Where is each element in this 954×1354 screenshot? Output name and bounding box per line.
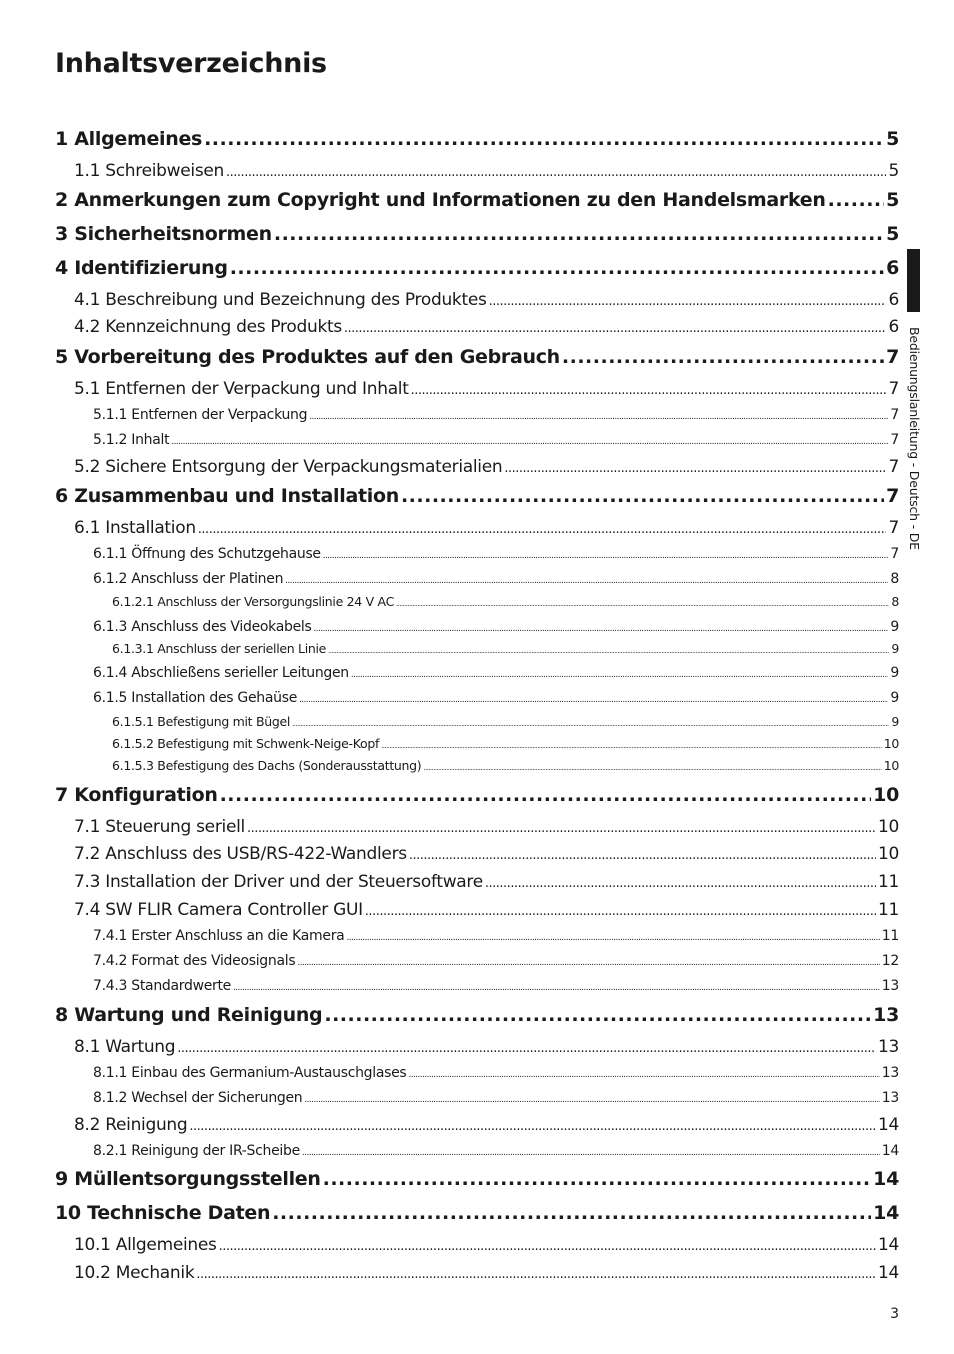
toc-entry-page: 10 xyxy=(873,784,899,806)
toc-entry[interactable] xyxy=(74,1265,899,1282)
toc-entry-title: 3 Sicherheitsnormen xyxy=(55,223,272,245)
toc-entry-title: 7.1 Steuerung seriell xyxy=(74,817,245,837)
toc-entry-title: 6.1.5 Installation des Gehaüse xyxy=(93,690,298,706)
toc-leader-dots xyxy=(189,1120,876,1133)
side-language-label: Bedienungslanleitung - Deutsch - DE xyxy=(907,327,922,550)
toc-entry[interactable] xyxy=(55,487,899,506)
toc-entry-page: 13 xyxy=(881,1065,899,1081)
side-tab-marker xyxy=(907,249,920,312)
toc-leader-dots xyxy=(401,487,884,506)
toc-entry[interactable] xyxy=(55,225,899,244)
toc-entry-page: 9 xyxy=(890,619,899,635)
toc-entry-page: 7 xyxy=(890,546,899,562)
toc-leader-dots xyxy=(309,413,888,422)
toc-entry[interactable] xyxy=(112,760,899,773)
toc-entry[interactable] xyxy=(74,846,899,863)
toc-leader-dots xyxy=(562,348,884,367)
toc-entry-title: 10 Technische Daten xyxy=(55,1202,271,1224)
toc-entry-title: 5.1 Entfernen der Verpackung und Inhalt xyxy=(74,379,409,399)
toc-entry-title: 7.3 Installation der Driver und der Steuersoftware xyxy=(74,872,483,892)
toc-leader-dots xyxy=(292,721,889,728)
toc-entry-page: 14 xyxy=(881,1143,899,1159)
toc-entry[interactable] xyxy=(55,191,899,210)
toc-entry-page: 13 xyxy=(877,1037,899,1057)
toc-entry[interactable] xyxy=(74,319,899,336)
toc-entry[interactable] xyxy=(93,1066,899,1080)
toc-entry-page: 7 xyxy=(888,518,899,538)
toc-leader-dots xyxy=(485,877,876,890)
toc-leader-dots xyxy=(504,462,886,475)
toc-entry-title: 8.2.1 Reinigung der IR-Scheibe xyxy=(93,1143,300,1159)
toc-entry[interactable] xyxy=(55,348,899,367)
toc-entry-title: 5.1.1 Entfernen der Verpackung xyxy=(93,407,308,423)
toc-entry-page: 9 xyxy=(890,690,899,706)
toc-entry[interactable] xyxy=(93,929,899,943)
toc-leader-dots xyxy=(304,1096,879,1105)
toc-entry[interactable] xyxy=(93,1091,899,1105)
toc-entry-title: 7.2 Anschluss des USB/RS-422-Wandlers xyxy=(74,844,407,864)
toc-entry-title: 6.1.5.2 Befestigung mit Schwenk-Neige-Kopf xyxy=(112,736,380,751)
toc-leader-dots xyxy=(299,696,888,705)
toc-entry-page: 11 xyxy=(881,928,899,944)
toc-leader-dots xyxy=(381,743,882,750)
toc-entry-page: 9 xyxy=(891,714,899,729)
toc-leader-dots xyxy=(323,552,889,561)
toc-entry[interactable] xyxy=(93,408,899,422)
toc-entry-title: 6.1.4 Abschließens serieller Leitungen xyxy=(93,665,349,681)
toc-entry-page: 11 xyxy=(877,900,899,920)
toc-entry[interactable] xyxy=(93,1144,899,1158)
toc-entry-page: 13 xyxy=(873,1004,899,1026)
toc-leader-dots xyxy=(313,625,888,634)
toc-entry-title: 7.4 SW FLIR Camera Controller GUI xyxy=(74,900,363,920)
toc-entry-title: 9 Müllentsorgungsstellen xyxy=(55,1168,321,1190)
toc-leader-dots xyxy=(302,1149,880,1158)
toc-entry[interactable] xyxy=(55,259,899,278)
toc-entry-title: 8 Wartung und Reinigung xyxy=(55,1004,323,1026)
toc-entry[interactable] xyxy=(74,292,899,309)
toc-entry-page: 6 xyxy=(888,317,899,337)
toc-entry-page: 6 xyxy=(888,290,899,310)
toc-entry-title: 6.1.5.1 Befestigung mit Bügel xyxy=(112,714,291,729)
toc-entry-title: 7 Konfiguration xyxy=(55,784,218,806)
toc-leader-dots xyxy=(233,984,880,993)
toc-entry-title: 7.4.2 Format des Videosignals xyxy=(93,953,296,969)
toc-entry[interactable] xyxy=(74,1117,899,1134)
toc-entry-page: 10 xyxy=(883,736,899,751)
toc-entry-page: 12 xyxy=(881,953,899,969)
toc-leader-dots xyxy=(219,1240,876,1253)
toc-entry[interactable] xyxy=(112,738,899,751)
toc-entry-page: 5 xyxy=(886,189,899,211)
toc-leader-dots xyxy=(328,648,889,655)
toc-entry-page: 7 xyxy=(886,346,899,368)
toc-entry[interactable] xyxy=(93,954,899,968)
toc-leader-dots xyxy=(351,671,889,680)
toc-entry[interactable] xyxy=(74,520,899,537)
toc-entry-page: 14 xyxy=(873,1202,899,1224)
toc-entry[interactable] xyxy=(93,547,899,561)
toc-entry[interactable] xyxy=(55,1204,899,1223)
toc-leader-dots xyxy=(204,130,884,149)
toc-entry-title: 7.4.1 Erster Anschluss an die Kamera xyxy=(93,928,345,944)
toc-entry-page: 6 xyxy=(886,257,899,279)
toc-entry[interactable] xyxy=(93,433,899,447)
toc-entry-page: 10 xyxy=(883,758,899,773)
toc-entry[interactable] xyxy=(74,163,899,180)
toc-entry-title: 6.1.3.1 Anschluss der seriellen Linie xyxy=(112,641,327,656)
toc-leader-dots xyxy=(323,1170,872,1189)
toc-entry-title: 4 Identifizierung xyxy=(55,257,228,279)
toc-entry[interactable] xyxy=(74,459,899,476)
toc-leader-dots xyxy=(285,577,888,586)
toc-entry-title: 6.1.5.3 Befestigung des Dachs (Sonderausstattung) xyxy=(112,758,422,773)
toc-entry-page: 14 xyxy=(877,1235,899,1255)
toc-leader-dots xyxy=(220,786,872,805)
toc-leader-dots xyxy=(272,1204,871,1223)
toc-leader-dots xyxy=(423,765,881,772)
toc-entry-title: 8.2 Reinigung xyxy=(74,1115,188,1135)
toc-leader-dots xyxy=(409,849,876,862)
toc-entry-page: 13 xyxy=(881,1090,899,1106)
toc-entry-page: 5 xyxy=(886,128,899,150)
toc-entry-title: 10.2 Mechanik xyxy=(74,1263,195,1283)
toc-entry-page: 5 xyxy=(886,223,899,245)
toc-entry-page: 7 xyxy=(888,457,899,477)
toc-entry-title: 4.1 Beschreibung und Bezeichnung des Produktes xyxy=(74,290,487,310)
toc-entry[interactable] xyxy=(74,902,899,919)
toc-entry-page: 8 xyxy=(891,594,899,609)
toc-leader-dots xyxy=(346,934,879,943)
toc-entry-page: 10 xyxy=(877,844,899,864)
toc-entry-page: 7 xyxy=(886,485,899,507)
toc-leader-dots xyxy=(297,959,879,968)
toc-entry-title: 1.1 Schreibweisen xyxy=(74,161,225,181)
toc-entry[interactable] xyxy=(112,596,899,609)
toc-entry[interactable] xyxy=(74,874,899,891)
toc-leader-dots xyxy=(396,601,889,608)
toc-leader-dots xyxy=(489,295,887,308)
toc-entry-page: 13 xyxy=(881,978,899,994)
toc-leader-dots xyxy=(365,905,876,918)
toc-entry[interactable] xyxy=(93,666,899,680)
toc-leader-dots xyxy=(177,1042,876,1055)
toc-entry-title: 6.1.3 Anschluss des Videokabels xyxy=(93,619,312,635)
toc-entry-title: 10.1 Allgemeines xyxy=(74,1235,217,1255)
toc-entry-title: 2 Anmerkungen zum Copyright und Informationen zu den Handelsmarken xyxy=(55,189,826,211)
toc-entry-title: 1 Allgemeines xyxy=(55,128,203,150)
toc-entry-page: 8 xyxy=(890,571,899,587)
toc-leader-dots xyxy=(324,1006,871,1025)
toc-leader-dots xyxy=(226,166,886,179)
toc-leader-dots xyxy=(196,1268,876,1281)
toc-entry[interactable] xyxy=(55,130,899,149)
toc-entry-title: 5.1.2 Inhalt xyxy=(93,432,170,448)
toc-entry-page: 7 xyxy=(890,407,899,423)
toc-leader-dots xyxy=(274,225,884,244)
toc-entry-page: 9 xyxy=(890,665,899,681)
toc-entry-title: 8.1 Wartung xyxy=(74,1037,176,1057)
toc-entry[interactable] xyxy=(74,381,899,398)
toc-entry-page: 14 xyxy=(873,1168,899,1190)
toc-entry[interactable] xyxy=(74,819,899,836)
toc-entry-title: 7.4.3 Standardwerte xyxy=(93,978,231,994)
toc-entry-page: 7 xyxy=(890,432,899,448)
toc-entry-title: 6.1.2.1 Anschluss der Versorgungslinie 24 V AC xyxy=(112,594,395,609)
toc-entry-title: 5.2 Sichere Entsorgung der Verpackungsmaterialien xyxy=(74,457,503,477)
toc-entry-page: 14 xyxy=(877,1263,899,1283)
toc-entry-title: 8.1.2 Wechsel der Sicherungen xyxy=(93,1090,303,1106)
toc-entry[interactable] xyxy=(55,786,899,805)
toc-entry-page: 11 xyxy=(877,872,899,892)
toc-entry-title: 6.1.1 Öffnung des Schutzgehause xyxy=(93,546,321,562)
toc-leader-dots xyxy=(247,822,876,835)
toc-entry[interactable] xyxy=(55,1006,899,1025)
toc-entry-page: 7 xyxy=(888,379,899,399)
toc-leader-dots xyxy=(171,438,888,447)
toc-entry-page: 10 xyxy=(877,817,899,837)
toc-entry-title: 6.1.2 Anschluss der Platinen xyxy=(93,571,284,587)
toc-leader-dots xyxy=(198,523,887,536)
page-number: 3 xyxy=(890,1306,899,1322)
toc-entry-title: 8.1.1 Einbau des Germanium-Austauschglases xyxy=(93,1065,407,1081)
toc-entry[interactable] xyxy=(74,1039,899,1056)
toc-entry[interactable] xyxy=(55,1170,899,1189)
toc-leader-dots xyxy=(344,322,887,335)
toc-entry-title: 6.1 Installation xyxy=(74,518,196,538)
toc-entry[interactable] xyxy=(112,716,899,729)
toc-entry-title: 5 Vorbereitung des Produktes auf den Gebrauch xyxy=(55,346,560,368)
toc-leader-dots xyxy=(828,191,884,210)
toc-entry[interactable] xyxy=(74,1237,899,1254)
toc-leader-dots xyxy=(230,259,884,278)
toc-entry[interactable] xyxy=(93,572,899,586)
toc-entry[interactable] xyxy=(93,691,899,705)
toc-entry[interactable] xyxy=(93,620,899,634)
toc-entry-page: 9 xyxy=(891,641,899,656)
toc-entry-page: 5 xyxy=(888,161,899,181)
toc-leader-dots xyxy=(408,1071,879,1080)
toc-entry[interactable] xyxy=(93,979,899,993)
toc-entry-title: 4.2 Kennzeichnung des Produkts xyxy=(74,317,342,337)
toc-entry-page: 14 xyxy=(877,1115,899,1135)
toc-entry-title: 6 Zusammenbau und Installation xyxy=(55,485,399,507)
toc-entry[interactable] xyxy=(112,643,899,656)
page-title: Inhaltsverzeichnis xyxy=(55,48,327,79)
toc-leader-dots xyxy=(411,384,887,397)
